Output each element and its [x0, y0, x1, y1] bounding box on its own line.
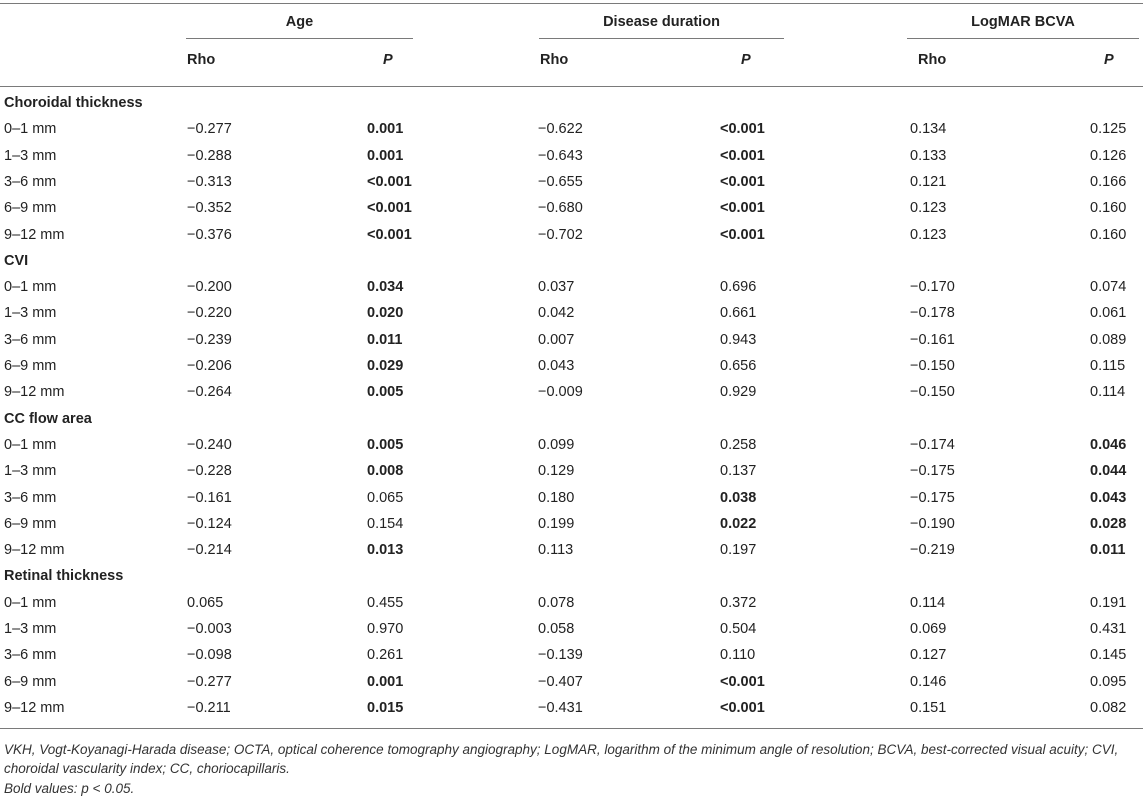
cell-bcva-p: 0.095: [1090, 673, 1127, 690]
cell-age-rho: −0.206: [187, 358, 232, 374]
cell-duration-rho: 0.180: [538, 489, 575, 506]
cell-bcva-p: 0.028: [1090, 515, 1127, 532]
cell-duration-rho: 0.058: [538, 621, 575, 637]
cell-bcva-p: 0.125: [1090, 121, 1127, 138]
row-label: 3–6 mm: [4, 331, 57, 348]
cell-age-rho: −0.211: [187, 699, 231, 716]
age-p-header: P: [383, 52, 393, 68]
cell-duration-p: <0.001: [720, 200, 765, 217]
section-title: Choroidal thickness: [4, 95, 143, 111]
group-rule-age: [186, 38, 413, 39]
cell-bcva-rho: −0.150: [910, 358, 955, 374]
cell-bcva-rho: 0.123: [910, 226, 947, 243]
cell-bcva-rho: 0.151: [910, 699, 947, 716]
row-label: 1–3 mm: [4, 305, 57, 322]
cell-duration-p: 0.372: [720, 594, 757, 611]
cell-duration-rho: −0.702: [538, 226, 583, 243]
cell-bcva-rho: −0.175: [910, 489, 955, 506]
cell-age-rho: −0.161: [187, 489, 232, 506]
cell-bcva-p: 0.160: [1090, 200, 1127, 217]
cell-age-rho: −0.214: [187, 542, 232, 559]
cell-bcva-rho: 0.069: [910, 621, 947, 637]
cell-bcva-p: 0.061: [1090, 305, 1127, 322]
cell-duration-p: <0.001: [720, 147, 765, 164]
footnote-bold-note: Bold values: p < 0.05.: [4, 781, 135, 796]
cell-bcva-p: 0.011: [1090, 542, 1126, 559]
table-top-rule: [0, 3, 1143, 4]
cell-age-p: 0.005: [367, 436, 404, 453]
bcva-p-header: P: [1104, 52, 1114, 68]
cell-age-p: <0.001: [367, 226, 412, 243]
cell-bcva-rho: −0.178: [910, 305, 955, 322]
row-label: 6–9 mm: [4, 200, 57, 217]
header-bottom-rule: [0, 86, 1143, 87]
cell-duration-rho: 0.078: [538, 594, 575, 611]
cell-bcva-rho: −0.174: [910, 436, 955, 453]
cell-bcva-p: 0.166: [1090, 173, 1127, 190]
cell-bcva-p: 0.082: [1090, 699, 1127, 716]
cell-duration-rho: −0.139: [538, 647, 583, 664]
cell-bcva-p: 0.115: [1090, 358, 1126, 374]
cell-bcva-rho: −0.219: [910, 542, 955, 559]
cell-duration-p: 0.661: [720, 305, 757, 322]
cell-bcva-rho: 0.133: [910, 147, 947, 164]
row-label: 9–12 mm: [4, 542, 65, 559]
cell-duration-p: 0.137: [720, 463, 757, 480]
row-label: 9–12 mm: [4, 699, 65, 716]
row-label: 6–9 mm: [4, 673, 57, 690]
row-label: 0–1 mm: [4, 436, 57, 453]
cell-bcva-rho: 0.114: [910, 594, 946, 611]
footnote-abbreviations: VKH, Vogt-Koyanagi-Harada disease; OCTA, optical coherence tomography angiography; LogMAR, logarithm of the minimum angle of resolution; BCVA, best-corrected visual acuity; CVI, choroidal vascularity index; CC, choriocapillaris.: [4, 742, 1119, 776]
cell-duration-rho: −0.680: [538, 200, 583, 217]
cell-duration-rho: −0.431: [538, 699, 583, 716]
cell-duration-rho: 0.113: [538, 542, 574, 559]
cell-bcva-rho: −0.170: [910, 279, 955, 296]
cell-bcva-rho: 0.134: [910, 121, 947, 138]
cell-bcva-p: 0.043: [1090, 489, 1127, 506]
cell-bcva-rho: 0.127: [910, 647, 947, 664]
row-label: 0–1 mm: [4, 594, 57, 611]
cell-duration-rho: 0.037: [538, 279, 575, 296]
cell-age-p: <0.001: [367, 200, 412, 217]
cell-duration-p: 0.197: [720, 542, 757, 559]
cell-duration-p: <0.001: [720, 173, 765, 190]
cell-duration-p: <0.001: [720, 699, 765, 716]
cell-bcva-p: 0.145: [1090, 647, 1127, 664]
cell-duration-rho: 0.042: [538, 305, 575, 322]
cell-bcva-rho: −0.175: [910, 463, 955, 480]
cell-duration-p: <0.001: [720, 673, 765, 690]
cell-bcva-p: 0.044: [1090, 463, 1127, 480]
cell-age-p: 0.034: [367, 279, 404, 296]
cell-age-p: 0.008: [367, 463, 404, 480]
cell-bcva-rho: −0.190: [910, 515, 955, 532]
cell-duration-p: 0.943: [720, 331, 757, 348]
cell-duration-rho: 0.007: [538, 331, 575, 348]
cell-bcva-p: 0.126: [1090, 147, 1127, 164]
cell-duration-rho: −0.009: [538, 384, 583, 401]
cell-duration-p: <0.001: [720, 226, 765, 243]
bcva-rho-header: Rho: [918, 52, 947, 68]
section-title: CVI: [4, 252, 29, 269]
cell-age-p: <0.001: [367, 173, 412, 190]
cell-duration-rho: −0.643: [538, 147, 583, 164]
cell-age-rho: −0.098: [187, 647, 232, 664]
cell-bcva-rho: 0.121: [910, 173, 947, 190]
cell-age-p: 0.065: [367, 489, 404, 506]
cell-age-rho: −0.124: [187, 515, 232, 532]
cell-age-p: 0.001: [367, 121, 404, 138]
cell-age-rho: −0.277: [187, 673, 232, 690]
cell-bcva-p: 0.046: [1090, 436, 1127, 453]
cell-age-rho: −0.240: [187, 436, 232, 453]
row-label: 1–3 mm: [4, 147, 57, 164]
cell-duration-rho: 0.129: [538, 463, 575, 480]
row-label: 6–9 mm: [4, 515, 57, 532]
row-label: 1–3 mm: [4, 463, 57, 480]
cell-bcva-p: 0.160: [1090, 226, 1127, 243]
table-bottom-rule: [0, 728, 1143, 729]
row-label: 0–1 mm: [4, 279, 57, 296]
row-label: 6–9 mm: [4, 358, 57, 374]
cell-duration-p: 0.038: [720, 489, 757, 506]
cell-bcva-p: 0.191: [1090, 594, 1127, 611]
cell-bcva-rho: 0.123: [910, 200, 947, 217]
cell-age-p: 0.013: [367, 542, 404, 559]
duration-p-header: P: [741, 52, 751, 68]
cell-bcva-rho: 0.146: [910, 673, 947, 690]
row-label: 9–12 mm: [4, 384, 65, 401]
cell-age-p: 0.029: [367, 358, 404, 374]
cell-duration-rho: 0.099: [538, 436, 575, 453]
duration-rho-header: Rho: [540, 52, 569, 68]
row-label: 3–6 mm: [4, 173, 57, 190]
cell-age-rho: −0.352: [187, 200, 232, 217]
row-label: 3–6 mm: [4, 489, 57, 506]
cell-bcva-p: 0.074: [1090, 279, 1127, 296]
cell-duration-p: 0.656: [720, 358, 757, 374]
cell-age-p: 0.015: [367, 699, 404, 716]
cell-duration-rho: 0.043: [538, 358, 575, 374]
cell-duration-p: 0.022: [720, 515, 757, 532]
cell-age-p: 0.020: [367, 305, 404, 322]
row-label: 9–12 mm: [4, 226, 65, 243]
section-title: Retinal thickness: [4, 568, 124, 585]
cell-bcva-p: 0.114: [1090, 384, 1126, 401]
cell-bcva-p: 0.431: [1090, 621, 1127, 637]
group-rule-disease-duration: [539, 38, 784, 39]
cell-age-rho: −0.264: [187, 384, 232, 401]
age-rho-header: Rho: [187, 52, 216, 68]
cell-age-p: 0.970: [367, 621, 404, 637]
cell-duration-p: 0.258: [720, 436, 757, 453]
row-label: 1–3 mm: [4, 621, 57, 637]
cell-age-rho: −0.003: [187, 621, 232, 637]
cell-age-p: 0.001: [367, 673, 404, 690]
row-label: 0–1 mm: [4, 121, 57, 138]
cell-duration-p: <0.001: [720, 121, 765, 138]
cell-age-p: 0.005: [367, 384, 404, 401]
cell-duration-p: 0.696: [720, 279, 757, 296]
cell-duration-p: 0.504: [720, 621, 757, 637]
cell-age-rho: −0.288: [187, 147, 232, 164]
cell-duration-rho: 0.199: [538, 515, 575, 532]
cell-duration-p: 0.110: [720, 647, 756, 664]
cell-bcva-rho: −0.150: [910, 384, 955, 401]
cell-age-rho: −0.313: [187, 173, 232, 190]
cell-age-p: 0.001: [367, 147, 404, 164]
cell-duration-rho: −0.655: [538, 173, 583, 190]
group-header-disease-duration: Disease duration: [603, 14, 720, 30]
cell-age-p: 0.011: [367, 331, 403, 348]
cell-bcva-p: 0.089: [1090, 331, 1127, 348]
cell-duration-p: 0.929: [720, 384, 757, 401]
group-header-logmar-bcva: LogMAR BCVA: [971, 14, 1075, 30]
cell-age-rho: −0.200: [187, 279, 232, 296]
cell-duration-rho: −0.407: [538, 673, 583, 690]
row-label: 3–6 mm: [4, 647, 57, 664]
section-title: CC flow area: [4, 410, 92, 427]
group-rule-logmar-bcva: [907, 38, 1139, 39]
cell-age-rho: −0.228: [187, 463, 232, 480]
cell-age-rho: 0.065: [187, 594, 224, 611]
cell-age-p: 0.455: [367, 594, 404, 611]
cell-age-rho: −0.220: [187, 305, 232, 322]
cell-age-p: 0.261: [367, 647, 404, 664]
cell-bcva-rho: −0.161: [910, 331, 955, 348]
group-header-age: Age: [285, 14, 314, 30]
cell-age-rho: −0.239: [187, 331, 232, 348]
cell-age-rho: −0.277: [187, 121, 232, 138]
cell-duration-rho: −0.622: [538, 121, 583, 138]
cell-age-rho: −0.376: [187, 226, 232, 243]
cell-age-p: 0.154: [367, 515, 404, 532]
